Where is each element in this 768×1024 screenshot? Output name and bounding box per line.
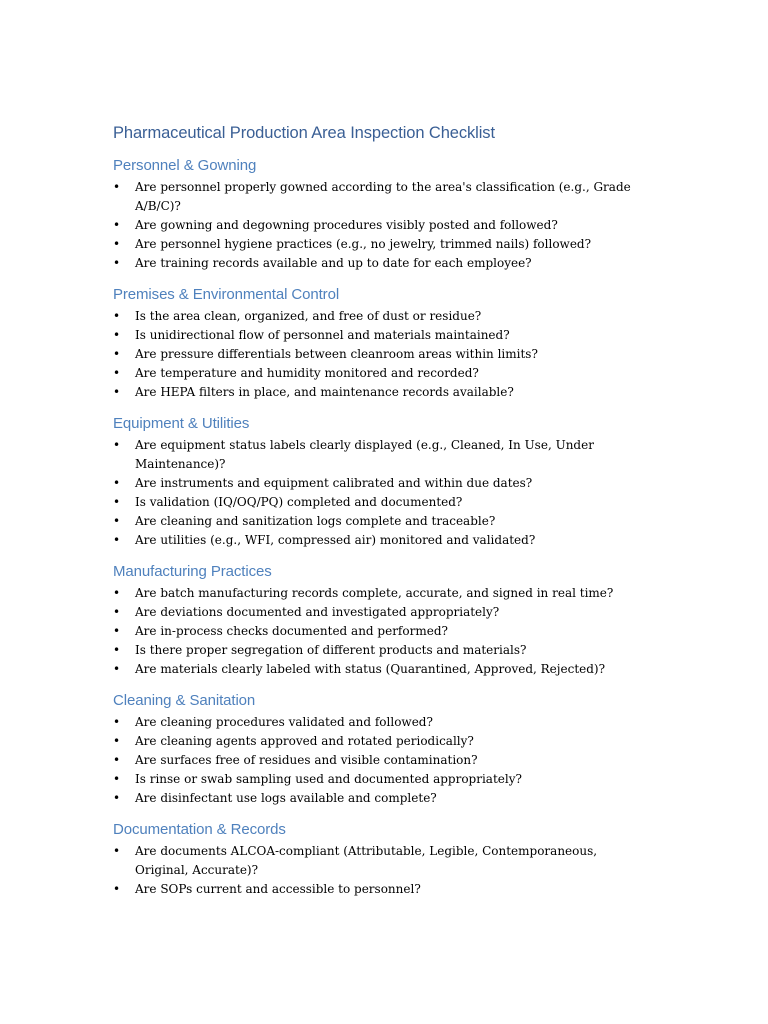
bullet-icon: • (113, 180, 121, 194)
section-heading: Personnel & Gowning (113, 157, 257, 174)
checklist-item-text: Are personnel properly gowned according to the area's classification (e.g., Grade A/B/C)? (135, 180, 631, 213)
checklist-section (113, 821, 653, 899)
bullet-icon: • (113, 309, 121, 323)
checklist-item (113, 842, 653, 880)
section-heading: Manufacturing Practices (113, 563, 272, 580)
checklist-section (113, 415, 653, 550)
bullet-icon: • (113, 438, 121, 452)
checklist-items (113, 713, 653, 808)
bullet-icon: • (113, 514, 121, 528)
bullet-icon: • (113, 643, 121, 657)
checklist-item (113, 584, 653, 603)
checklist-item (113, 364, 653, 383)
checklist-item (113, 789, 653, 808)
bullet-icon: • (113, 624, 121, 638)
checklist-section (113, 286, 653, 402)
checklist-item-text: Are SOPs current and accessible to personnel? (135, 882, 421, 896)
checklist-item-text: Are in-process checks documented and performed? (135, 624, 448, 638)
checklist-item (113, 235, 653, 254)
checklist-item (113, 531, 653, 550)
checklist-item (113, 770, 653, 789)
bullet-icon: • (113, 495, 121, 509)
document-title: Pharmaceutical Production Area Inspection Checklist (113, 124, 495, 142)
checklist-item-text: Are training records available and up to date for each employee? (135, 256, 532, 270)
bullet-icon: • (113, 385, 121, 399)
checklist-item (113, 641, 653, 660)
checklist-item-text: Are HEPA filters in place, and maintenance records available? (135, 385, 514, 399)
bullet-icon: • (113, 791, 121, 805)
checklist-item-text: Are gowning and degowning procedures visibly posted and followed? (135, 218, 558, 232)
bullet-icon: • (113, 366, 121, 380)
checklist-item-text: Are cleaning agents approved and rotated periodically? (135, 734, 474, 748)
checklist-item (113, 345, 653, 364)
section-heading: Equipment & Utilities (113, 415, 250, 432)
checklist-item (113, 436, 653, 474)
section-heading: Cleaning & Sanitation (113, 692, 256, 709)
checklist-item-text: Are instruments and equipment calibrated and within due dates? (135, 476, 533, 490)
bullet-icon: • (113, 256, 121, 270)
checklist-item-text: Is the area clean, organized, and free of dust or residue? (135, 309, 482, 323)
checklist-item (113, 474, 653, 493)
checklist-item-text: Are pressure differentials between cleanroom areas within limits? (135, 347, 538, 361)
checklist-item (113, 178, 653, 216)
bullet-icon: • (113, 476, 121, 490)
section-heading: Premises & Environmental Control (113, 286, 340, 303)
bullet-icon: • (113, 753, 121, 767)
checklist-item-text: Are cleaning procedures validated and followed? (135, 715, 433, 729)
bullet-icon: • (113, 605, 121, 619)
checklist-item (113, 713, 653, 732)
checklist-item (113, 880, 653, 899)
bullet-icon: • (113, 662, 121, 676)
checklist-item-text: Are cleaning and sanitization logs complete and traceable? (135, 514, 496, 528)
bullet-icon: • (113, 882, 121, 896)
section-heading: Documentation & Records (113, 821, 286, 838)
checklist-item-text: Are batch manufacturing records complete, accurate, and signed in real time? (135, 586, 614, 600)
checklist-section (113, 157, 653, 273)
checklist-item-text: Is there proper segregation of different products and materials? (135, 643, 527, 657)
checklist-item (113, 216, 653, 235)
checklist-item (113, 660, 653, 679)
checklist-item-text: Are materials clearly labeled with status (Quarantined, Approved, Rejected)? (135, 662, 606, 676)
checklist-item-text: Are equipment status labels clearly displayed (e.g., Cleaned, In Use, Under Maintenance)? (135, 438, 594, 471)
bullet-icon: • (113, 734, 121, 748)
checklist-item-text: Is unidirectional flow of personnel and materials maintained? (135, 328, 510, 342)
checklist-item-text: Are deviations documented and investigated appropriately? (135, 605, 500, 619)
checklist-items (113, 307, 653, 402)
bullet-icon: • (113, 218, 121, 232)
checklist-item-text: Are personnel hygiene practices (e.g., no jewelry, trimmed nails) followed? (135, 237, 592, 251)
bullet-icon: • (113, 715, 121, 729)
bullet-icon: • (113, 586, 121, 600)
document-page (113, 124, 653, 912)
checklist-item (113, 307, 653, 326)
bullet-icon: • (113, 347, 121, 361)
checklist-item (113, 512, 653, 531)
checklist-item (113, 603, 653, 622)
bullet-icon: • (113, 533, 121, 547)
checklist-item-text: Is rinse or swab sampling used and documented appropriately? (135, 772, 522, 786)
bullet-icon: • (113, 844, 121, 858)
checklist-item-text: Are surfaces free of residues and visible contamination? (135, 753, 478, 767)
checklist-item (113, 326, 653, 345)
checklist-items (113, 178, 653, 273)
checklist-item (113, 622, 653, 641)
checklist-items (113, 584, 653, 679)
checklist-item (113, 254, 653, 273)
checklist-item-text: Are temperature and humidity monitored and recorded? (135, 366, 479, 380)
checklist-item (113, 493, 653, 512)
checklist-item-text: Are utilities (e.g., WFI, compressed air) monitored and validated? (135, 533, 536, 547)
checklist-item-text: Are documents ALCOA-compliant (Attributable, Legible, Contemporaneous, Original, Accurate)? (135, 844, 598, 877)
bullet-icon: • (113, 328, 121, 342)
checklist-items (113, 842, 653, 899)
checklist-item-text: Is validation (IQ/OQ/PQ) completed and documented? (135, 495, 463, 509)
checklist-item (113, 732, 653, 751)
bullet-icon: • (113, 237, 121, 251)
checklist-item-text: Are disinfectant use logs available and complete? (135, 791, 437, 805)
checklist-item (113, 383, 653, 402)
checklist-section (113, 692, 653, 808)
bullet-icon: • (113, 772, 121, 786)
checklist-items (113, 436, 653, 550)
checklist-item (113, 751, 653, 770)
checklist-section (113, 563, 653, 679)
sections-container (113, 157, 653, 899)
